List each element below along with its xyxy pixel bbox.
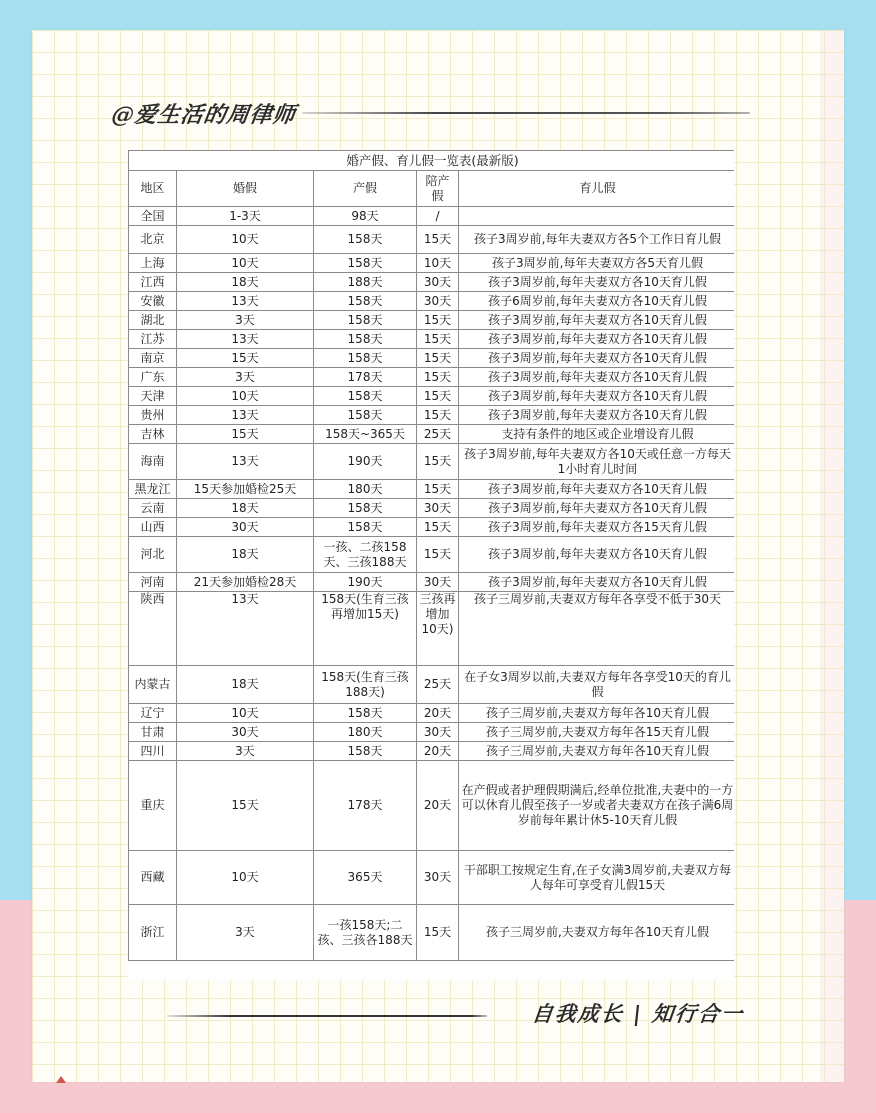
cell-marriage-leave: 1-3天 bbox=[177, 207, 314, 226]
cell-parental-leave: 孩子3周岁前,每年夫妻双方各10天育儿假 bbox=[459, 311, 735, 330]
table-row bbox=[129, 742, 735, 761]
table-header-row bbox=[129, 171, 735, 207]
table-row bbox=[129, 704, 735, 723]
header-marriage-leave: 婚假 bbox=[177, 171, 314, 207]
cell-region: 内蒙古 bbox=[129, 666, 177, 704]
table-row bbox=[129, 592, 735, 666]
cell-paternity-leave: 20天 bbox=[417, 742, 459, 761]
cell-marriage-leave: 13天 bbox=[177, 592, 314, 666]
cell-region: 云南 bbox=[129, 499, 177, 518]
cell-maternity-leave: 158天 bbox=[314, 254, 417, 273]
cell-maternity-leave: 98天 bbox=[314, 207, 417, 226]
cell-maternity-leave: 158天 bbox=[314, 226, 417, 254]
table-row bbox=[129, 537, 735, 573]
cell-paternity-leave: 15天 bbox=[417, 905, 459, 961]
table-row bbox=[129, 254, 735, 273]
cell-marriage-leave: 13天 bbox=[177, 406, 314, 425]
cell-parental-leave: 孩子3周岁前,每年夫妻双方各10天育儿假 bbox=[459, 387, 735, 406]
cell-region: 四川 bbox=[129, 742, 177, 761]
cell-region: 陕西 bbox=[129, 592, 177, 666]
cell-maternity-leave: 一孩、二孩158天、三孩188天 bbox=[314, 537, 417, 573]
cell-parental-leave: 孩子3周岁前,每年夫妻双方各5天育儿假 bbox=[459, 254, 735, 273]
cell-maternity-leave: 158天 bbox=[314, 292, 417, 311]
author-underline bbox=[302, 112, 750, 114]
cell-parental-leave: 孩子6周岁前,每年夫妻双方各10天育儿假 bbox=[459, 292, 735, 311]
cell-region: 浙江 bbox=[129, 905, 177, 961]
cell-paternity-leave: 15天 bbox=[417, 226, 459, 254]
cell-paternity-leave: 15天 bbox=[417, 311, 459, 330]
cell-region: 山西 bbox=[129, 518, 177, 537]
cell-paternity-leave: 15天 bbox=[417, 518, 459, 537]
cell-marriage-leave: 13天 bbox=[177, 292, 314, 311]
cell-region: 全国 bbox=[129, 207, 177, 226]
cell-parental-leave: 孩子三周岁前,夫妻双方每年各15天育儿假 bbox=[459, 723, 735, 742]
notebook-page bbox=[32, 30, 844, 1082]
cell-parental-leave: 孩子3周岁前,每年夫妻双方各10天育儿假 bbox=[459, 273, 735, 292]
cell-marriage-leave: 10天 bbox=[177, 387, 314, 406]
author-watermark: @爱生活的周律师 bbox=[109, 102, 298, 128]
cell-maternity-leave: 178天 bbox=[314, 368, 417, 387]
table-row bbox=[129, 368, 735, 387]
cell-maternity-leave: 180天 bbox=[314, 480, 417, 499]
cell-region: 南京 bbox=[129, 349, 177, 368]
table-row bbox=[129, 349, 735, 368]
table-row bbox=[129, 666, 735, 704]
table-row bbox=[129, 387, 735, 406]
cell-marriage-leave: 15天参加婚检25天 bbox=[177, 480, 314, 499]
cell-paternity-leave: 15天 bbox=[417, 444, 459, 480]
cell-marriage-leave: 15天 bbox=[177, 349, 314, 368]
cell-paternity-leave: 15天 bbox=[417, 406, 459, 425]
table-row bbox=[129, 292, 735, 311]
cell-maternity-leave: 158天 bbox=[314, 406, 417, 425]
cell-maternity-leave: 158天 bbox=[314, 499, 417, 518]
header-parental-leave: 育儿假 bbox=[459, 171, 735, 207]
cell-marriage-leave: 3天 bbox=[177, 742, 314, 761]
cell-parental-leave: 孩子3周岁前,每年夫妻双方各10天育儿假 bbox=[459, 480, 735, 499]
cell-region: 湖北 bbox=[129, 311, 177, 330]
cell-region: 贵州 bbox=[129, 406, 177, 425]
cell-maternity-leave: 190天 bbox=[314, 573, 417, 592]
cell-marriage-leave: 15天 bbox=[177, 761, 314, 851]
cell-parental-leave: 在子女3周岁以前,夫妻双方每年各享受10天的育儿假 bbox=[459, 666, 735, 704]
cell-parental-leave bbox=[459, 207, 735, 226]
cell-region: 黑龙江 bbox=[129, 480, 177, 499]
cell-marriage-leave: 30天 bbox=[177, 518, 314, 537]
table-title-row bbox=[129, 151, 735, 171]
cell-region: 西藏 bbox=[129, 851, 177, 905]
cell-region: 海南 bbox=[129, 444, 177, 480]
cell-parental-leave: 孩子3周岁前,每年夫妻双方各10天或任意一方每天1小时育儿时间 bbox=[459, 444, 735, 480]
slogan-text: 自我成长 | 知行合一 bbox=[530, 1001, 746, 1026]
table-row bbox=[129, 761, 735, 851]
cell-maternity-leave: 158天 bbox=[314, 387, 417, 406]
cell-paternity-leave: 30天 bbox=[417, 292, 459, 311]
cell-paternity-leave: 15天 bbox=[417, 387, 459, 406]
cell-parental-leave: 孩子3周岁前,每年夫妻双方各10天育儿假 bbox=[459, 368, 735, 387]
cell-maternity-leave: 158天~365天 bbox=[314, 425, 417, 444]
cell-parental-leave: 孩子3周岁前,每年夫妻双方各10天育儿假 bbox=[459, 330, 735, 349]
cell-maternity-leave: 190天 bbox=[314, 444, 417, 480]
cell-parental-leave: 孩子三周岁前,夫妻双方每年各10天育儿假 bbox=[459, 704, 735, 723]
table-row bbox=[129, 330, 735, 349]
cell-region: 广东 bbox=[129, 368, 177, 387]
cell-parental-leave: 支持有条件的地区或企业增设育儿假 bbox=[459, 425, 735, 444]
cell-marriage-leave: 3天 bbox=[177, 905, 314, 961]
cell-paternity-leave: 30天 bbox=[417, 723, 459, 742]
cell-paternity-leave: / bbox=[417, 207, 459, 226]
cell-region: 安徽 bbox=[129, 292, 177, 311]
cell-region: 吉林 bbox=[129, 425, 177, 444]
cell-region: 河北 bbox=[129, 537, 177, 573]
table-row bbox=[129, 406, 735, 425]
cell-parental-leave: 孩子3周岁前,每年夫妻双方各10天育儿假 bbox=[459, 537, 735, 573]
table-row bbox=[129, 518, 735, 537]
table-row bbox=[129, 207, 735, 226]
header-maternity-leave: 产假 bbox=[314, 171, 417, 207]
cell-marriage-leave: 15天 bbox=[177, 425, 314, 444]
cell-maternity-leave: 178天 bbox=[314, 761, 417, 851]
cell-parental-leave: 孩子三周岁前,夫妻双方每年各享受不低于30天 bbox=[459, 592, 735, 666]
table-row bbox=[129, 226, 735, 254]
table-row bbox=[129, 425, 735, 444]
cell-maternity-leave: 158天 bbox=[314, 518, 417, 537]
cell-paternity-leave: 15天 bbox=[417, 368, 459, 387]
cell-region: 辽宁 bbox=[129, 704, 177, 723]
cell-maternity-leave: 158天 bbox=[314, 742, 417, 761]
cell-parental-leave: 孩子3周岁前,每年夫妻双方各10天育儿假 bbox=[459, 406, 735, 425]
cell-paternity-leave: 三孩再增加10天) bbox=[417, 592, 459, 666]
cell-marriage-leave: 18天 bbox=[177, 273, 314, 292]
cell-maternity-leave: 180天 bbox=[314, 723, 417, 742]
footer-underline bbox=[167, 1015, 487, 1017]
table-row bbox=[129, 851, 735, 905]
cell-paternity-leave: 30天 bbox=[417, 499, 459, 518]
cell-marriage-leave: 3天 bbox=[177, 311, 314, 330]
cell-marriage-leave: 10天 bbox=[177, 226, 314, 254]
header-region: 地区 bbox=[129, 171, 177, 207]
cell-parental-leave: 孩子三周岁前,夫妻双方每年各10天育儿假 bbox=[459, 742, 735, 761]
cell-maternity-leave: 158天 bbox=[314, 349, 417, 368]
cell-parental-leave: 孩子3周岁前,每年夫妻双方各15天育儿假 bbox=[459, 518, 735, 537]
cell-maternity-leave: 188天 bbox=[314, 273, 417, 292]
cell-parental-leave: 孩子3周岁前,每年夫妻双方各10天育儿假 bbox=[459, 499, 735, 518]
table-title: 婚产假、育儿假一览表(最新版) bbox=[129, 151, 735, 171]
cell-paternity-leave: 15天 bbox=[417, 349, 459, 368]
table-row bbox=[129, 905, 735, 961]
cell-paternity-leave: 25天 bbox=[417, 425, 459, 444]
cell-marriage-leave: 3天 bbox=[177, 368, 314, 387]
cell-maternity-leave: 158天 bbox=[314, 330, 417, 349]
cell-maternity-leave: 158天 bbox=[314, 704, 417, 723]
cell-maternity-leave: 158天(生育三孩再增加15天) bbox=[314, 592, 417, 666]
page-edge-tab bbox=[820, 30, 844, 1082]
cell-parental-leave: 在产假或者护理假期满后,经单位批准,夫妻中的一方可以休育儿假至孩子一岁或者夫妻双方在孩子满6周岁前每年累计休5-10天育儿假 bbox=[459, 761, 735, 851]
cell-paternity-leave: 10天 bbox=[417, 254, 459, 273]
header-paternity-leave: 陪产假 bbox=[417, 171, 459, 207]
cell-marriage-leave: 18天 bbox=[177, 499, 314, 518]
cell-paternity-leave: 20天 bbox=[417, 704, 459, 723]
corner-triangle-icon bbox=[56, 1076, 66, 1083]
cell-marriage-leave: 13天 bbox=[177, 444, 314, 480]
table-row bbox=[129, 723, 735, 742]
cell-marriage-leave: 30天 bbox=[177, 723, 314, 742]
cell-parental-leave: 孩子3周岁前,每年夫妻双方各5个工作日育儿假 bbox=[459, 226, 735, 254]
table-row bbox=[129, 480, 735, 499]
cell-region: 上海 bbox=[129, 254, 177, 273]
table-row bbox=[129, 573, 735, 592]
cell-marriage-leave: 10天 bbox=[177, 704, 314, 723]
cell-parental-leave: 干部职工按规定生育,在子女满3周岁前,夫妻双方每人每年可享受育儿假15天 bbox=[459, 851, 735, 905]
cell-region: 河南 bbox=[129, 573, 177, 592]
cell-paternity-leave: 25天 bbox=[417, 666, 459, 704]
cell-paternity-leave: 20天 bbox=[417, 761, 459, 851]
table-row bbox=[129, 311, 735, 330]
cell-maternity-leave: 158天 bbox=[314, 311, 417, 330]
cell-maternity-leave: 158天(生育三孩188天) bbox=[314, 666, 417, 704]
table-row bbox=[129, 273, 735, 292]
cell-paternity-leave: 15天 bbox=[417, 480, 459, 499]
cell-region: 江西 bbox=[129, 273, 177, 292]
cell-marriage-leave: 18天 bbox=[177, 537, 314, 573]
cell-marriage-leave: 13天 bbox=[177, 330, 314, 349]
leave-table bbox=[128, 150, 734, 961]
cell-parental-leave: 孩子三周岁前,夫妻双方每年各10天育儿假 bbox=[459, 905, 735, 961]
cell-paternity-leave: 15天 bbox=[417, 537, 459, 573]
cell-parental-leave: 孩子3周岁前,每年夫妻双方各10天育儿假 bbox=[459, 349, 735, 368]
cell-paternity-leave: 30天 bbox=[417, 851, 459, 905]
cell-marriage-leave: 18天 bbox=[177, 666, 314, 704]
cell-maternity-leave: 365天 bbox=[314, 851, 417, 905]
cell-marriage-leave: 10天 bbox=[177, 254, 314, 273]
cell-region: 天津 bbox=[129, 387, 177, 406]
cell-region: 重庆 bbox=[129, 761, 177, 851]
cell-maternity-leave: 一孩158天;二孩、三孩各188天 bbox=[314, 905, 417, 961]
cell-paternity-leave: 30天 bbox=[417, 573, 459, 592]
cell-paternity-leave: 15天 bbox=[417, 330, 459, 349]
cell-parental-leave: 孩子3周岁前,每年夫妻双方各10天育儿假 bbox=[459, 573, 735, 592]
leave-table-container bbox=[128, 150, 734, 980]
cell-region: 甘肃 bbox=[129, 723, 177, 742]
cell-marriage-leave: 21天参加婚检28天 bbox=[177, 573, 314, 592]
table-row bbox=[129, 444, 735, 480]
table-row bbox=[129, 499, 735, 518]
cell-paternity-leave: 30天 bbox=[417, 273, 459, 292]
cell-region: 北京 bbox=[129, 226, 177, 254]
cell-marriage-leave: 10天 bbox=[177, 851, 314, 905]
cell-region: 江苏 bbox=[129, 330, 177, 349]
